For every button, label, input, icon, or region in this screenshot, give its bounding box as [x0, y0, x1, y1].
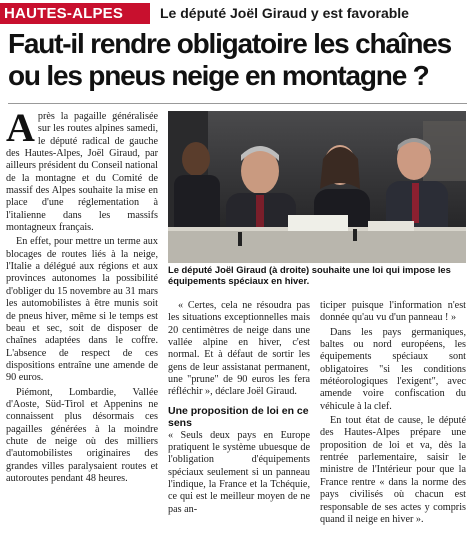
section-tag: HAUTES-ALPES	[0, 3, 150, 24]
paragraph: En effet, pour mettre un terme aux blocages de routes liés à la neige, l'Italie a délégué aux régions et aux provinces autonomes la possibilité d'obliger du 15 novembre au 31 mars les automobilistes à être munis soit de pneus hiver, même si le temps est beau et sec, soit de disposer de chaînes adaptées dans le coffre. L'absence de respect de ces dispositions entraîne une amende de 90 euros.	[6, 236, 158, 384]
article-header-bar	[0, 0, 471, 26]
paragraph-text: près la pagaille généralisée sur les routes alpines samedi, le député radical de gauche des Hautes-Alpes, Joël Giraud, par ailleurs président du Conseil national de la montagne et du Comité de massif des Alpes souhaite la mise en place d'une réglementation à l'italienne dans les massifs montagneux français.	[6, 111, 158, 234]
photo-illustration	[168, 111, 466, 263]
subheading: Une proposition de loi en ce sens	[168, 404, 309, 429]
dropcap: A	[6, 105, 35, 150]
paragraph	[6, 105, 158, 234]
article-column-3	[320, 300, 466, 528]
paragraph: En tout état de cause, le député des Hautes-Alpes prépare une proposition de loi et va, dès la rentrée parlementaire, saisir le ministre de l'Intérieur pour que la France rentre « dans la norme des pays civilisés où chacun est responsable de ses actes y compris quand il neige en hiver ».	[320, 415, 466, 525]
headline-divider	[8, 103, 467, 104]
article-photo	[168, 111, 466, 263]
paragraph: Piémont, Lombardie, Vallée d'Aoste, Süd-Tirol et Appenins ne connaissent plus désormais ces pagailles générées à la moindre chute de neige où des milliers d'automobilistes originaires des grandes villes paralysaient routes et autoroutes pendant 48 heures.	[6, 386, 158, 484]
paragraph: « Certes, cela ne résoudra pas les situations exceptionnelles mais 20 centimètres de neige dans une vallée alpine en hiver, c'est normal. Et à défaut de sortir les gens de leur assistanat permanent, une "prune" de 90 euros les fera réfléchir », déclare Joël Giraud.	[168, 300, 310, 398]
photo-caption: Le député Joël Giraud (à droite) souhaite une loi qui impose les équipements spéciaux en hiver.	[168, 264, 451, 286]
headline: Faut-il rendre obligatoire les chaînes ou les pneus neige en montagne ?	[8, 28, 451, 91]
article-column-2	[168, 300, 310, 518]
paragraph: ticiper puisque l'information n'est donnée qu'au vu d'un panneau ! »	[320, 300, 466, 324]
article-column-1	[6, 105, 158, 487]
kicker: Le député Joël Giraud y est favorable	[160, 5, 409, 21]
paragraph: « Seuls deux pays en Europe pratiquent le système ubuesque de l'obligation d'équipements spéciaux seulement si un panneau l'indique, la France et la Tchéquie, ce qui est le meilleur moyen de ne pas an-	[168, 429, 310, 515]
paragraph: Dans les pays germaniques, baltes ou nord européens, les équipements spéciaux sont obligatoires "si les conditions météorologiques l'exigent", avec amende voire confiscation du véhicule à la clef.	[320, 326, 466, 412]
